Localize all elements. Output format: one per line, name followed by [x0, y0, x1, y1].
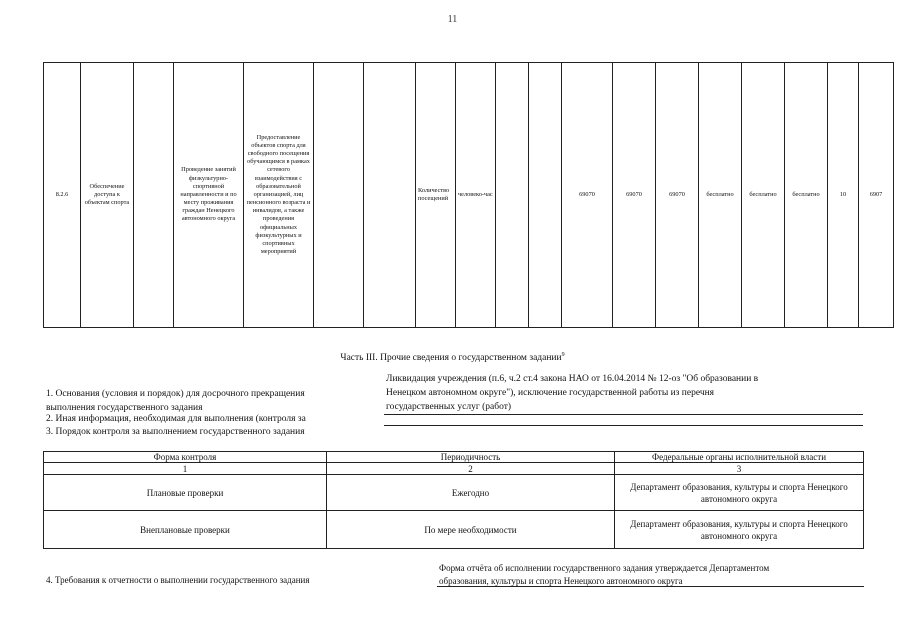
table-row	[44, 511, 864, 549]
control-form: Внеплановые проверки	[44, 511, 327, 549]
underline	[384, 425, 863, 426]
service-content-3: Проведение занятий физкультурно-спортивной направленности и по месту проживания граждан Ненецкого автономного округа	[174, 63, 244, 328]
termination-reason-line-1: Ликвидация учреждения (п.6, ч.2 ст.4 закона НАО от 16.04.2014 № 12-оз "Об образовании в	[386, 374, 759, 384]
termination-reason-line-2: Ненецком автономном округе"), исключение государственной работы из перечня	[386, 388, 715, 398]
control-authority: Департамент образования, культуры и спорта Ненецкого автономного округа	[615, 511, 864, 549]
price-year-2: бесплатно	[742, 63, 785, 328]
allowed-deviation-percent: 10	[828, 63, 859, 328]
part-title: Часть III. Прочие сведения о государственном задании$^9$	[340, 352, 565, 364]
report-requirements-line-2: образования, культуры и спорта Ненецкого автономного округа	[439, 576, 683, 586]
service-condition-1	[314, 63, 364, 328]
control-period: Ежегодно	[327, 475, 615, 511]
column-number: 1	[44, 463, 327, 475]
termination-reason-line-3: государственных услуг (работ)	[386, 402, 512, 412]
volume-year-3: 69070	[656, 63, 699, 328]
item-4-label: 4. Требования к отчетности о выполнении государственного задания	[46, 575, 310, 585]
header-period: Периодичность	[327, 452, 615, 463]
column-number: 2	[327, 463, 615, 475]
item-1-label-line-2: выполнения государственного задания	[46, 403, 203, 413]
control-authority: Департамент образования, культуры и спорта Ненецкого автономного округа	[615, 475, 864, 511]
service-content-2	[134, 63, 174, 328]
service-code: 8.2.6	[44, 63, 81, 328]
price-year-1: бесплатно	[699, 63, 742, 328]
volume-year-1: 69070	[562, 63, 613, 328]
volume-year-2: 69070	[613, 63, 656, 328]
item-1-label-line-1: 1. Основания (условия и порядок) для досрочного прекращения	[46, 389, 305, 399]
control-form: Плановые проверки	[44, 475, 327, 511]
page-number: 11	[447, 14, 458, 25]
control-period: По мере необходимости	[327, 511, 615, 549]
table-row	[44, 475, 864, 511]
unit-code	[496, 63, 529, 328]
table-header-row	[44, 452, 864, 463]
service-content-4: Предоставление объектов спорта для свободного посещения обучающимся в рамках сетевого взаимодействия с образовательной организацией, лиц пенсионного возраста и инвалидов, а также проведения официальных физкультурных и спортивных мероприятий	[244, 63, 314, 328]
price-year-3: бесплатно	[785, 63, 828, 328]
service-condition-2	[364, 63, 416, 328]
item-2-label: 2. Иная информация, необходимая для выполнения (контроля за	[46, 414, 306, 424]
table-number-row	[44, 463, 864, 475]
control-table	[43, 451, 864, 549]
item-3-label: 3. Порядок контроля за выполнением государственного задания	[46, 427, 305, 437]
header-authority: Федеральные органы исполнительной власти	[615, 452, 864, 463]
allowed-deviation-absolute: 6907	[859, 63, 894, 328]
report-requirements-line-1: Форма отчёта об исполнении государственного задания утверждается Департаментом	[439, 563, 770, 573]
indicator-unit: человеко-час	[456, 63, 496, 328]
column-number: 3	[615, 463, 864, 475]
footnote-mark: 9	[561, 352, 565, 358]
underline	[437, 586, 864, 587]
unit-code-2	[529, 63, 562, 328]
header-form: Форма контроля	[44, 452, 327, 463]
underline	[384, 414, 863, 415]
service-content-1: Обеспечение доступа к объектам спорта	[81, 63, 134, 328]
indicator-name: Количество посещений	[416, 63, 456, 328]
service-indicators-table	[43, 62, 894, 328]
table-row	[44, 63, 894, 328]
